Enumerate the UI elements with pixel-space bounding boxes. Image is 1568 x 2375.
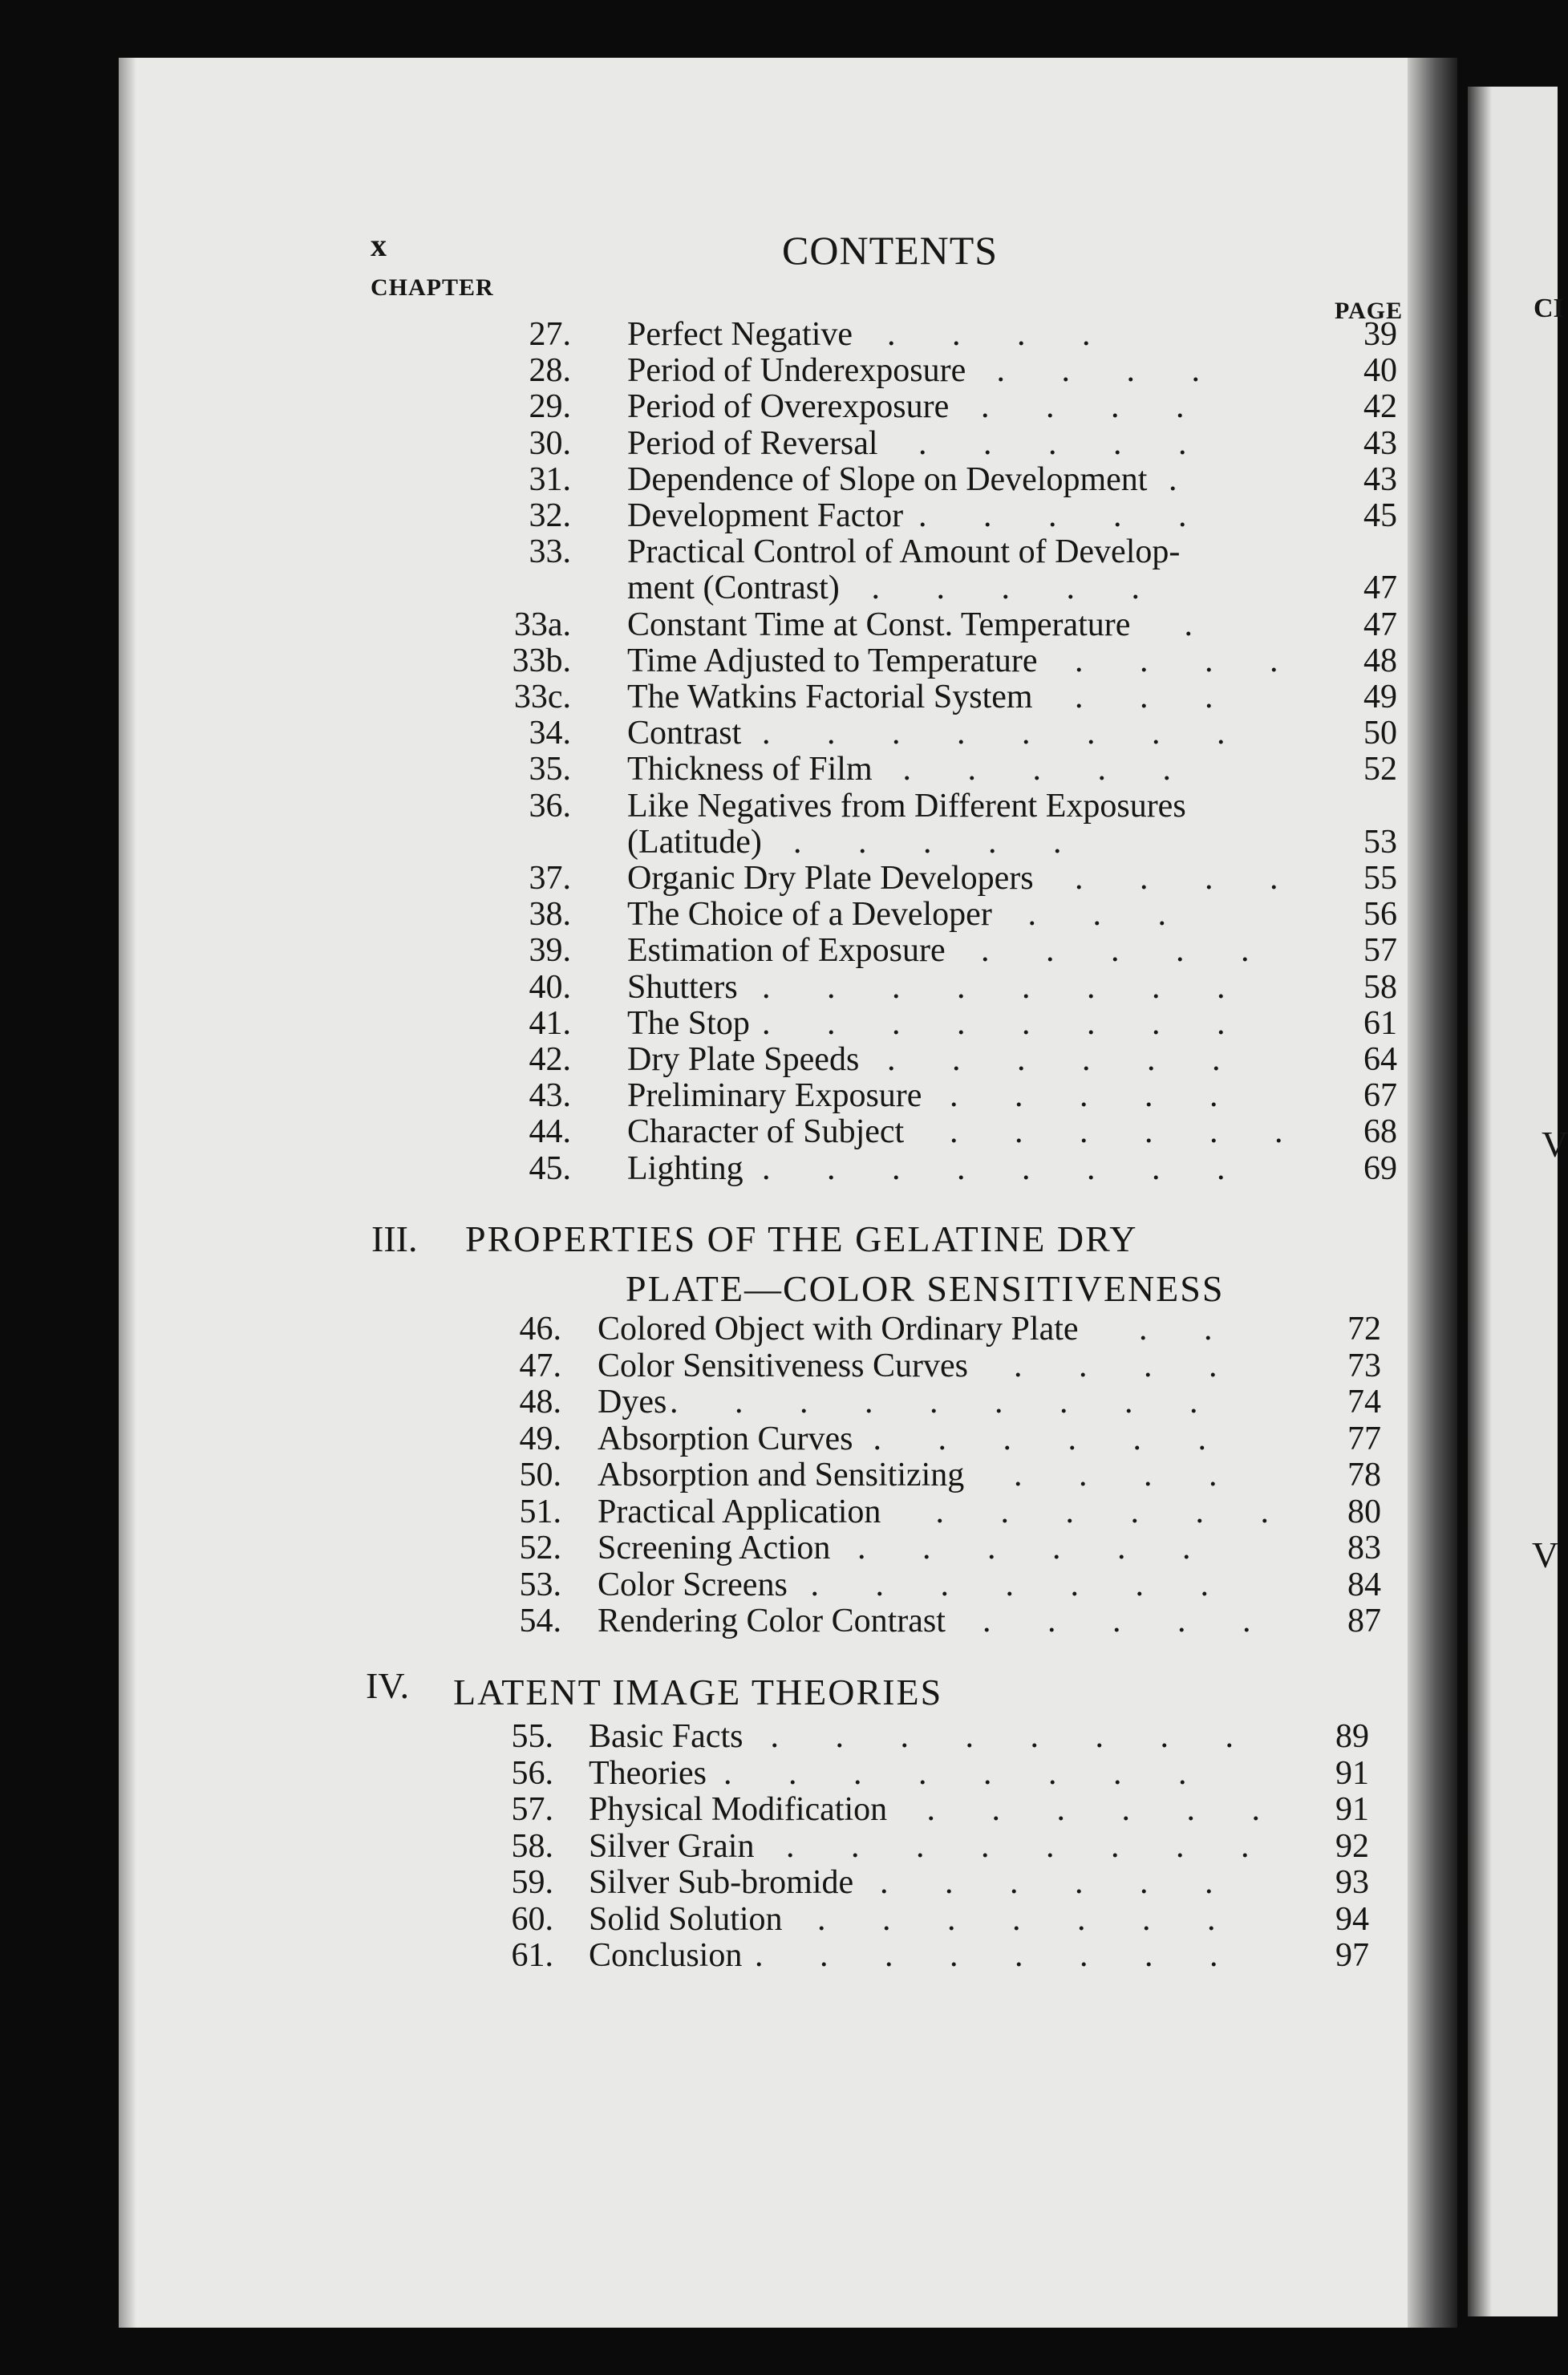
- entry-page-number: 45: [1363, 497, 1397, 534]
- entry-number: 33c.: [513, 679, 571, 715]
- entry-leader-dots: . . . . .: [918, 497, 1211, 534]
- entry-number: 35.: [529, 751, 571, 788]
- entry-page-number: 58: [1363, 968, 1397, 1006]
- entry-number: 58.: [511, 1827, 553, 1865]
- entry-title: Perfect Negative: [627, 316, 853, 353]
- entry-leader-dots: . . . . . . . .: [723, 1754, 1211, 1792]
- entry-page-number: 83: [1347, 1530, 1381, 1566]
- entry-title: Estimation of Exposure: [627, 932, 946, 970]
- entry-page-number: 92: [1335, 1827, 1369, 1865]
- entry-leader-dots: . . .: [1027, 896, 1190, 934]
- entry-number: 49.: [519, 1420, 561, 1457]
- entry-number: 47.: [519, 1347, 561, 1384]
- entry-leader-dots: . . . .: [996, 352, 1224, 390]
- entry-page-number: 73: [1347, 1347, 1381, 1384]
- entry-number: 31.: [529, 460, 571, 498]
- entry-number: 56.: [511, 1754, 553, 1792]
- entry-leader-dots: . . . . . . . .: [755, 1937, 1242, 1974]
- entry-title: Silver Sub-bromide: [589, 1864, 854, 1901]
- entry-page-number: 84: [1347, 1566, 1381, 1603]
- entry-title: (Latitude): [627, 823, 762, 861]
- entry-page-number: 47: [1363, 606, 1397, 643]
- entry-number: 38.: [529, 896, 571, 934]
- entry-number: 29.: [529, 388, 571, 426]
- entry-title: Lighting: [627, 1149, 743, 1187]
- entry-page-number: 94: [1335, 1900, 1369, 1938]
- entry-number: 42.: [529, 1041, 571, 1078]
- entry-leader-dots: . . . . . . . .: [762, 715, 1250, 752]
- entry-leader-dots: . . . . .: [950, 1077, 1242, 1115]
- entry-leader-dots: . . . . .: [981, 932, 1274, 970]
- entry-title: Dyes: [598, 1384, 667, 1421]
- entry-leader-dots: . . . . . .: [926, 1791, 1284, 1828]
- entry-title: Absorption Curves: [598, 1420, 853, 1457]
- entry-title: Physical Modification: [589, 1791, 888, 1828]
- page-column-label: PAGE: [1335, 298, 1404, 324]
- entry-title: Theories: [589, 1754, 707, 1792]
- entry-leader-dots: .: [1184, 606, 1217, 643]
- entry-title: Dry Plate Speeds: [627, 1041, 860, 1078]
- entry-title: Preliminary Exposure: [627, 1077, 922, 1115]
- entry-title: Time Adjusted to Temperature: [627, 642, 1038, 679]
- entry-leader-dots: .: [1169, 460, 1201, 498]
- entry-page-number: 49: [1363, 679, 1397, 715]
- entry-leader-dots: . . . . . .: [880, 1864, 1238, 1901]
- entry-title: Period of Overexposure: [627, 388, 950, 426]
- page-folio: x: [371, 227, 387, 263]
- entry-leader-dots: . . . . . . . .: [762, 1004, 1250, 1042]
- adjacent-page-edge: [1468, 87, 1492, 2316]
- entry-number: 41.: [529, 1004, 571, 1042]
- entry-number: 40.: [529, 968, 571, 1006]
- entry-number: 39.: [529, 932, 571, 970]
- part-title: LATENT IMAGE THEORIES: [453, 1672, 943, 1712]
- entry-number: 44.: [529, 1113, 571, 1151]
- running-title: CONTENTS: [782, 228, 999, 273]
- entry-page-number: 56: [1363, 896, 1397, 934]
- entry-title: Practical Control of Amount of Develop-: [627, 533, 1181, 571]
- entry-leader-dots: . . . . .: [983, 1603, 1275, 1639]
- entry-title: Organic Dry Plate Developers: [627, 860, 1034, 897]
- entry-title: Period of Underexposure: [627, 352, 966, 390]
- entry-number: 59.: [511, 1864, 553, 1901]
- entry-title: The Choice of a Developer: [627, 896, 992, 934]
- entry-page-number: 52: [1363, 751, 1397, 788]
- entry-leader-dots: . . . .: [1014, 1347, 1242, 1384]
- entry-leader-dots: . . . . . . .: [817, 1900, 1240, 1938]
- entry-page-number: 97: [1335, 1937, 1369, 1974]
- entry-title: Rendering Color Contrast: [598, 1603, 946, 1639]
- entry-title: Development Factor: [627, 497, 904, 534]
- entry-title: Period of Reversal: [627, 424, 878, 462]
- entry-leader-dots: . .: [1139, 1311, 1237, 1348]
- entry-leader-dots: . . . .: [1075, 860, 1303, 897]
- entry-title: The Stop: [627, 1004, 750, 1042]
- entry-leader-dots: . . . . .: [871, 569, 1164, 607]
- entry-number: 53.: [519, 1566, 561, 1603]
- entry-title: Like Negatives from Different Exposures: [627, 787, 1186, 825]
- entry-title: Conclusion: [589, 1937, 743, 1974]
- entry-number: 33a.: [513, 606, 571, 643]
- entry-page-number: 57: [1363, 932, 1397, 970]
- entry-leader-dots: . . . . . .: [950, 1113, 1307, 1151]
- entry-number: 61.: [511, 1937, 553, 1974]
- entry-title: Screening Action: [598, 1530, 831, 1566]
- entry-title: Character of Subject: [627, 1113, 905, 1151]
- entry-leader-dots: . . . . . .: [935, 1493, 1293, 1530]
- entry-page-number: 47: [1363, 569, 1397, 607]
- entry-leader-dots: . . . .: [1075, 642, 1303, 679]
- entry-title: The Watkins Factorial System: [627, 679, 1033, 715]
- entry-number: 43.: [529, 1077, 571, 1115]
- entry-number: 33.: [529, 533, 571, 571]
- entry-page-number: 91: [1335, 1754, 1369, 1792]
- chapter-column-label: CHAPTER: [371, 274, 494, 301]
- entry-page-number: 67: [1363, 1077, 1397, 1115]
- entry-title: Color Screens: [598, 1566, 788, 1603]
- entry-number: 54.: [519, 1603, 561, 1639]
- entry-leader-dots: . . . .: [981, 388, 1209, 426]
- entry-page-number: 42: [1363, 388, 1397, 426]
- entry-number: 32.: [529, 497, 571, 534]
- adjacent-page-mark: V: [1532, 1534, 1559, 1575]
- entry-page-number: 74: [1347, 1384, 1381, 1421]
- entry-page-number: 69: [1363, 1149, 1397, 1187]
- entry-number: 33b.: [512, 642, 571, 679]
- entry-title: ment (Contrast): [627, 569, 840, 607]
- part-title-line-2: PLATE—COLOR SENSITIVENESS: [626, 1268, 1225, 1309]
- entry-page-number: 55: [1363, 860, 1397, 897]
- entry-page-number: 64: [1363, 1041, 1397, 1078]
- entry-title: Shutters: [627, 968, 738, 1006]
- entry-page-number: 87: [1347, 1603, 1381, 1639]
- entry-leader-dots: . . . . .: [902, 751, 1195, 788]
- entry-number: 28.: [529, 352, 571, 390]
- entry-title: Solid Solution: [589, 1900, 783, 1938]
- entry-page-number: 72: [1347, 1311, 1381, 1348]
- entry-page-number: 48: [1363, 642, 1397, 679]
- entry-number: 46.: [519, 1311, 561, 1348]
- entry-leader-dots: . . . .: [887, 316, 1115, 353]
- entry-leader-dots: . . . . . . .: [810, 1566, 1233, 1603]
- entry-number: 45.: [529, 1149, 571, 1187]
- entry-leader-dots: . . .: [1075, 679, 1238, 715]
- entry-title: Color Sensitiveness Curves: [598, 1347, 968, 1384]
- entry-page-number: 77: [1347, 1420, 1381, 1457]
- entry-title: Absorption and Sensitizing: [598, 1457, 965, 1493]
- entry-number: 60.: [511, 1900, 553, 1938]
- entry-leader-dots: . . . . . . . .: [770, 1718, 1258, 1755]
- entry-number: 50.: [519, 1457, 561, 1493]
- entry-page-number: 39: [1363, 316, 1397, 353]
- entry-leader-dots: . . . . .: [793, 823, 1086, 861]
- entry-leader-dots: . . . . . . . .: [786, 1827, 1274, 1865]
- entry-leader-dots: . . . . .: [918, 424, 1211, 462]
- entry-title: Silver Grain: [589, 1827, 755, 1865]
- entry-number: 34.: [529, 715, 571, 752]
- entry-title: Thickness of Film: [627, 751, 873, 788]
- entry-title: Dependence of Slope on Development: [627, 460, 1148, 498]
- entry-page-number: 78: [1347, 1457, 1381, 1493]
- entry-leader-dots: . . . . . .: [857, 1530, 1215, 1566]
- entry-leader-dots: . . . .: [1014, 1457, 1242, 1493]
- entry-title: Basic Facts: [589, 1718, 743, 1755]
- adjacent-page-header-fragment: CI: [1534, 294, 1564, 323]
- entry-number: 55.: [511, 1718, 553, 1755]
- page-left-edge: [119, 58, 136, 2328]
- entry-leader-dots: . . . . . . . .: [762, 1149, 1250, 1187]
- entry-page-number: 80: [1347, 1493, 1381, 1530]
- entry-leader-dots: . . . . . . . .: [762, 968, 1250, 1006]
- entry-page-number: 93: [1335, 1864, 1369, 1901]
- entry-page-number: 89: [1335, 1718, 1369, 1755]
- adjacent-page-mark: V: [1542, 1124, 1568, 1165]
- entry-title: Practical Application: [598, 1493, 881, 1530]
- entry-title: Colored Object with Ordinary Plate: [598, 1311, 1079, 1348]
- entry-page-number: 68: [1363, 1113, 1397, 1151]
- entry-leader-dots: . . . . . .: [873, 1420, 1230, 1457]
- entry-page-number: 61: [1363, 1004, 1397, 1042]
- entry-title: Contrast: [627, 715, 742, 752]
- entry-leader-dots: . . . . . . . . .: [670, 1384, 1222, 1421]
- entry-number: 57.: [511, 1791, 553, 1828]
- entry-page-number: 43: [1363, 424, 1397, 462]
- entry-page-number: 53: [1363, 823, 1397, 861]
- entry-number: 36.: [529, 787, 571, 825]
- entry-page-number: 91: [1335, 1791, 1369, 1828]
- entry-page-number: 40: [1363, 352, 1397, 390]
- entry-leader-dots: . . . . . .: [887, 1041, 1245, 1078]
- entry-page-number: 43: [1363, 460, 1397, 498]
- entry-page-number: 50: [1363, 715, 1397, 752]
- part-numeral: IV.: [366, 1665, 410, 1706]
- part-title-line-1: PROPERTIES OF THE GELATINE DRY: [465, 1218, 1138, 1259]
- entry-number: 51.: [519, 1493, 561, 1530]
- entry-number: 48.: [519, 1384, 561, 1421]
- entry-number: 37.: [529, 860, 571, 897]
- entry-number: 52.: [519, 1530, 561, 1566]
- entry-title: Constant Time at Const. Temperature: [627, 606, 1131, 643]
- part-numeral: III.: [371, 1218, 418, 1259]
- entry-number: 27.: [529, 316, 571, 353]
- entry-number: 30.: [529, 424, 571, 462]
